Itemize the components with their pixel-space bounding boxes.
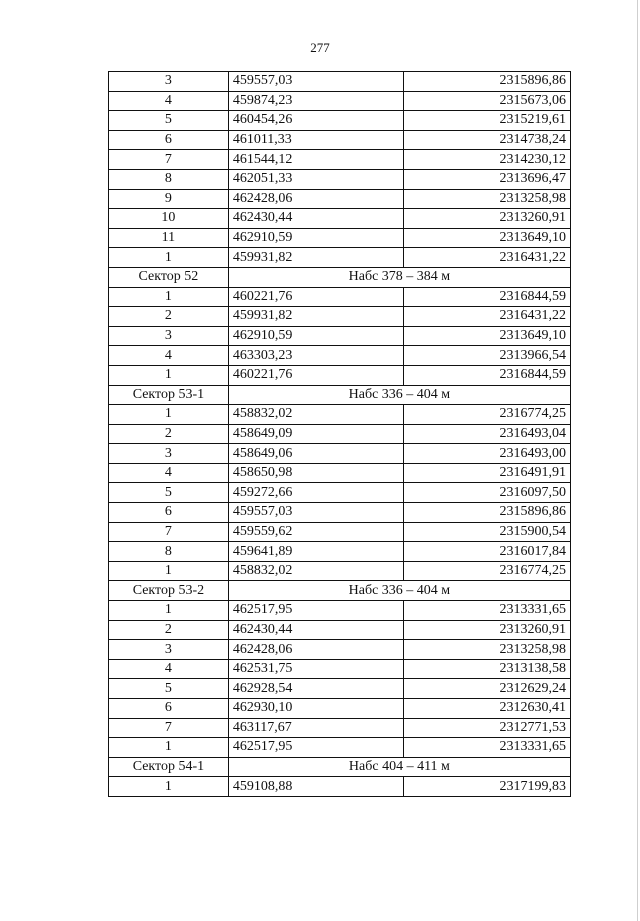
point-number: 8 <box>109 169 229 189</box>
coordinate-x: 463303,23 <box>228 346 404 366</box>
coordinate-x: 462910,59 <box>228 326 404 346</box>
table-row <box>109 463 571 483</box>
coordinate-y: 2316844,59 <box>404 287 571 307</box>
coordinate-x: 462930,10 <box>228 699 404 719</box>
coordinate-x: 459557,03 <box>228 72 404 92</box>
coordinate-y: 2314230,12 <box>404 150 571 170</box>
coordinate-y: 2316097,50 <box>404 483 571 503</box>
point-number: 9 <box>109 189 229 209</box>
point-number: 1 <box>109 561 229 581</box>
coordinate-y: 2313649,10 <box>404 228 571 248</box>
coordinate-y: 2315673,06 <box>404 91 571 111</box>
table-row <box>109 307 571 327</box>
page-edge <box>637 0 638 921</box>
table-row <box>109 738 571 758</box>
coordinate-y: 2312629,24 <box>404 679 571 699</box>
sector-name: Сектор 52 <box>109 267 229 287</box>
coordinate-y: 2312630,41 <box>404 699 571 719</box>
coordinate-y: 2315896,86 <box>404 72 571 92</box>
coordinate-y: 2316491,91 <box>404 463 571 483</box>
coordinate-x: 458832,02 <box>228 561 404 581</box>
coordinate-x: 462430,44 <box>228 620 404 640</box>
table-row <box>109 542 571 562</box>
scan-artifact <box>200 889 250 891</box>
coordinate-y: 2313331,65 <box>404 738 571 758</box>
coordinate-y: 2313138,58 <box>404 659 571 679</box>
table-row <box>109 130 571 150</box>
table-row <box>109 699 571 719</box>
point-number: 11 <box>109 228 229 248</box>
point-number: 2 <box>109 620 229 640</box>
table-row <box>109 111 571 131</box>
table-row <box>109 365 571 385</box>
table-row <box>109 522 571 542</box>
table-row <box>109 620 571 640</box>
point-number: 3 <box>109 640 229 660</box>
coordinate-x: 462517,95 <box>228 738 404 758</box>
sector-height-range: Набс 404 – 411 м <box>228 757 570 777</box>
coordinate-y: 2316844,59 <box>404 365 571 385</box>
coordinate-x: 462531,75 <box>228 659 404 679</box>
sector-name: Сектор 53-1 <box>109 385 229 405</box>
coordinate-x: 462430,44 <box>228 209 404 229</box>
coordinate-y: 2315219,61 <box>404 111 571 131</box>
table-row <box>109 346 571 366</box>
point-number: 4 <box>109 659 229 679</box>
table-row <box>109 72 571 92</box>
coordinate-y: 2313696,47 <box>404 169 571 189</box>
point-number: 3 <box>109 72 229 92</box>
point-number: 3 <box>109 326 229 346</box>
table-row <box>109 189 571 209</box>
coordinate-x: 458832,02 <box>228 405 404 425</box>
coordinate-x: 459931,82 <box>228 307 404 327</box>
point-number: 1 <box>109 601 229 621</box>
sector-height-range: Набс 336 – 404 м <box>228 581 570 601</box>
table-row <box>109 718 571 738</box>
coordinate-y: 2313260,91 <box>404 620 571 640</box>
point-number: 5 <box>109 483 229 503</box>
coordinate-x: 460454,26 <box>228 111 404 131</box>
point-number: 4 <box>109 346 229 366</box>
coordinates-table-body <box>109 72 571 797</box>
point-number: 2 <box>109 424 229 444</box>
coordinate-y: 2313258,98 <box>404 640 571 660</box>
table-row <box>109 169 571 189</box>
coordinate-y: 2313649,10 <box>404 326 571 346</box>
point-number: 1 <box>109 287 229 307</box>
table-row <box>109 659 571 679</box>
coordinate-x: 459641,89 <box>228 542 404 562</box>
coordinate-y: 2317199,83 <box>404 777 571 797</box>
table-row <box>109 91 571 111</box>
point-number: 1 <box>109 405 229 425</box>
table-row <box>109 287 571 307</box>
point-number: 1 <box>109 777 229 797</box>
coordinate-x: 459931,82 <box>228 248 404 268</box>
coordinate-y: 2316774,25 <box>404 405 571 425</box>
coordinate-y: 2313260,91 <box>404 209 571 229</box>
coordinate-y: 2316493,00 <box>404 444 571 464</box>
coordinate-x: 462928,54 <box>228 679 404 699</box>
point-number: 10 <box>109 209 229 229</box>
table-row <box>109 601 571 621</box>
point-number: 2 <box>109 307 229 327</box>
table-row <box>109 248 571 268</box>
sector-height-range: Набс 336 – 404 м <box>228 385 570 405</box>
sector-header-row <box>109 385 571 405</box>
coordinate-x: 459272,66 <box>228 483 404 503</box>
coordinate-y: 2313966,54 <box>404 346 571 366</box>
coordinate-x: 462517,95 <box>228 601 404 621</box>
page-number: 277 <box>310 40 330 55</box>
table-row <box>109 483 571 503</box>
table-row <box>109 424 571 444</box>
table-row <box>109 405 571 425</box>
sector-name: Сектор 54-1 <box>109 757 229 777</box>
table-row <box>109 640 571 660</box>
sector-header-row <box>109 267 571 287</box>
table-row <box>109 444 571 464</box>
point-number: 4 <box>109 463 229 483</box>
coordinate-x: 459557,03 <box>228 503 404 523</box>
coordinate-x: 462428,06 <box>228 640 404 660</box>
coordinate-x: 459874,23 <box>228 91 404 111</box>
coordinate-y: 2316017,84 <box>404 542 571 562</box>
point-number: 8 <box>109 542 229 562</box>
coordinate-x: 463117,67 <box>228 718 404 738</box>
coordinate-x: 461011,33 <box>228 130 404 150</box>
coordinate-y: 2314738,24 <box>404 130 571 150</box>
point-number: 3 <box>109 444 229 464</box>
coordinate-y: 2313258,98 <box>404 189 571 209</box>
coordinate-y: 2315900,54 <box>404 522 571 542</box>
coordinate-x: 461544,12 <box>228 150 404 170</box>
table-row <box>109 679 571 699</box>
coordinate-x: 458649,09 <box>228 424 404 444</box>
coordinate-x: 459108,88 <box>228 777 404 797</box>
point-number: 7 <box>109 522 229 542</box>
point-number: 5 <box>109 111 229 131</box>
point-number: 7 <box>109 150 229 170</box>
sector-height-range: Набс 378 – 384 м <box>228 267 570 287</box>
coordinate-x: 458650,98 <box>228 463 404 483</box>
coordinate-y: 2316774,25 <box>404 561 571 581</box>
coordinates-table <box>108 71 571 797</box>
table-row <box>109 209 571 229</box>
table-row <box>109 150 571 170</box>
coordinate-x: 460221,76 <box>228 365 404 385</box>
point-number: 4 <box>109 91 229 111</box>
table-row <box>109 326 571 346</box>
coordinate-y: 2316431,22 <box>404 248 571 268</box>
coordinate-y: 2316493,04 <box>404 424 571 444</box>
point-number: 1 <box>109 365 229 385</box>
sector-header-row <box>109 757 571 777</box>
point-number: 1 <box>109 248 229 268</box>
point-number: 5 <box>109 679 229 699</box>
coordinate-y: 2313331,65 <box>404 601 571 621</box>
coordinate-x: 462910,59 <box>228 228 404 248</box>
point-number: 6 <box>109 699 229 719</box>
point-number: 1 <box>109 738 229 758</box>
point-number: 6 <box>109 503 229 523</box>
coordinate-y: 2315896,86 <box>404 503 571 523</box>
sector-name: Сектор 53-2 <box>109 581 229 601</box>
table-row <box>109 561 571 581</box>
coordinate-x: 460221,76 <box>228 287 404 307</box>
table-row <box>109 777 571 797</box>
sector-header-row <box>109 581 571 601</box>
table-row <box>109 503 571 523</box>
coordinate-y: 2316431,22 <box>404 307 571 327</box>
coordinate-x: 462051,33 <box>228 169 404 189</box>
coordinate-x: 459559,62 <box>228 522 404 542</box>
table-row <box>109 228 571 248</box>
coordinate-x: 462428,06 <box>228 189 404 209</box>
point-number: 7 <box>109 718 229 738</box>
point-number: 6 <box>109 130 229 150</box>
coordinate-x: 458649,06 <box>228 444 404 464</box>
coordinate-y: 2312771,53 <box>404 718 571 738</box>
